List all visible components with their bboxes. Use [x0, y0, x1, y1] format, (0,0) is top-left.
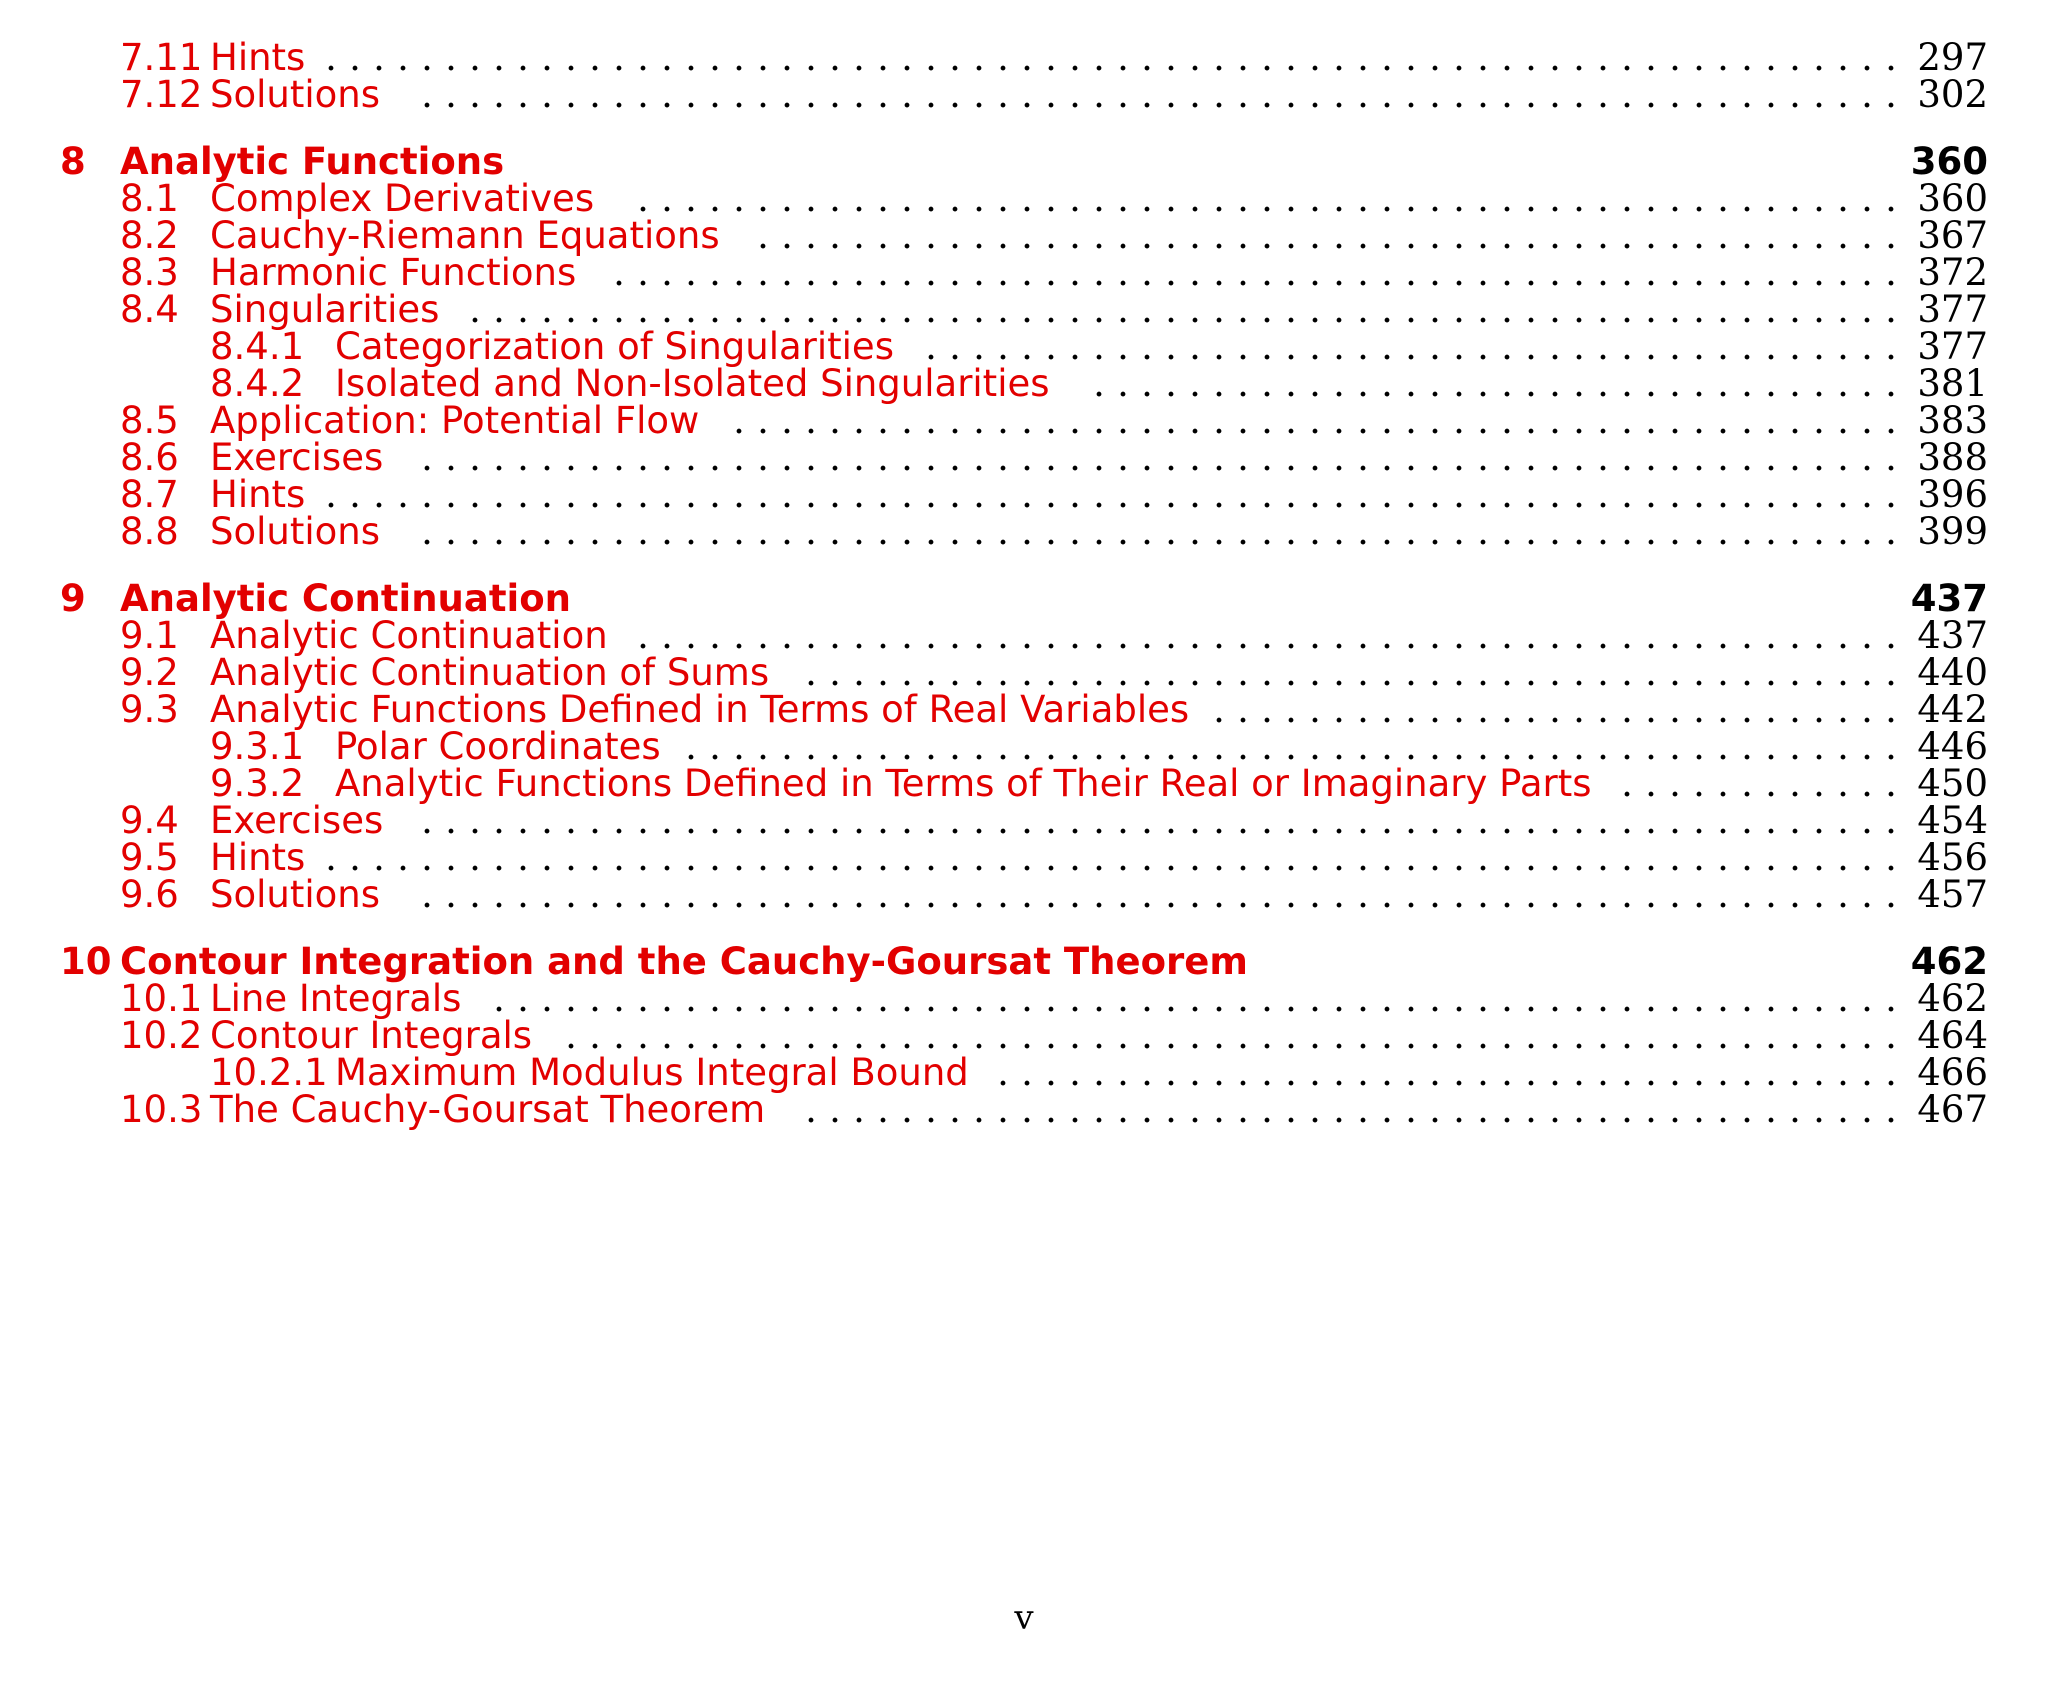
toc-entry-page-number[interactable]: 464: [1917, 1014, 1988, 1057]
toc-entry-title[interactable]: Exercises: [210, 799, 384, 842]
toc-entry-title[interactable]: Line Integrals: [210, 977, 462, 1020]
toc-entry-title[interactable]: Isolated and Non-Isolated Singularities: [335, 362, 1050, 405]
toc-dot-leader: . . . . . . . . . . . . . . . . . . . . . . . . . . . . . . . . . . . . . . . . . . . . . .: [805, 651, 1897, 694]
toc-section-entry[interactable]: [0, 1088, 2048, 1134]
toc-entry-page-number[interactable]: 454: [1917, 799, 1988, 842]
toc-entry-page-number[interactable]: 360: [1917, 177, 1988, 220]
toc-entry-title[interactable]: Application: Potential Flow: [210, 399, 700, 442]
toc-entry-number: 8.6: [120, 436, 179, 479]
toc-entry-page-number[interactable]: 377: [1917, 288, 1988, 331]
toc-entry-page-number[interactable]: 388: [1917, 436, 1988, 479]
toc-dot-leader: . . . . . . . . . . . . . . . . . . . . . . . . . . . . . . . . . . . . . . . . .: [925, 325, 1897, 368]
toc-entry-page-number[interactable]: 360: [1910, 140, 1988, 183]
toc-section-entry[interactable]: [0, 73, 2048, 119]
toc-entry-number: 10.2: [120, 1014, 203, 1057]
toc-entry-page-number[interactable]: 467: [1917, 1088, 1988, 1131]
toc-entry-title[interactable]: Hints: [210, 836, 306, 879]
toc-dot-leader: . . . . . . . . . . . . . . . . . . . . . . . . . . . . . . . . . . . . . . . . . . . . . . . . . . . . .: [637, 177, 1897, 220]
toc-entry-page-number[interactable]: 457: [1917, 873, 1988, 916]
toc-entry-title[interactable]: Polar Coordinates: [335, 725, 661, 768]
toc-section-entry[interactable]: [0, 510, 2048, 556]
toc-dot-leader: . . . . . . . . . . . . . . . . . . . . . . . . . . . . . . . . . .: [1093, 362, 1897, 405]
toc-section-entry[interactable]: [0, 873, 2048, 919]
toc-dot-leader: . . . . . . . . . . . . . . . . . . . . . . . . . . . . . . . . . . . . . . . . . . . . . . . .: [757, 214, 1897, 257]
toc-entry-number: 7.12: [120, 73, 203, 116]
toc-entry-number: 7.11: [120, 36, 203, 79]
toc-entry-title[interactable]: Analytic Continuation: [210, 614, 608, 657]
toc-dot-leader: . . . . . . . . . . . . . . . . . . . . . . . . . . . . . . . . . . . . . . . . . . . . . . . . . . . . . . . . . . . . . . . . . .: [325, 473, 1897, 516]
toc-entry-page-number[interactable]: 396: [1917, 473, 1988, 516]
toc-dot-leader: . . . . . . . . . . . . . . . . . . . . . . . . . . . . . . . . . . . . . . . . . . . . . . . . . . . . . . . . . . . . . . . . . .: [325, 836, 1897, 879]
toc-entry-title[interactable]: Solutions: [210, 510, 381, 553]
toc-entry-number: 9.6: [120, 873, 179, 916]
toc-dot-leader: . . . . . . . . . . . . . . . . . . . . . . . . . . . . . . . . . . . . . . . . . . . . . . . . .: [733, 399, 1897, 442]
toc-entry-page-number[interactable]: 456: [1917, 836, 1988, 879]
toc-entry-number: 8.4: [120, 288, 179, 331]
toc-dot-leader: . . . . . . . . . . . . . . . . . . . . . . . . . . . . . . . . . . . . . .: [997, 1051, 1897, 1094]
toc-dot-leader: . . . . . . . . . . . . . . . . . . . . . . . . . . . . . . . . . . . . . . . . . . . . . . . . . . . . . . . . . . . . . .: [421, 436, 1897, 479]
toc-entry-number: 9.3: [120, 688, 179, 731]
toc-entry-title[interactable]: Complex Derivatives: [210, 177, 595, 220]
toc-entry-page-number[interactable]: 372: [1917, 251, 1988, 294]
toc-entry-title[interactable]: Analytic Continuation of Sums: [210, 651, 770, 694]
toc-entry-page-number[interactable]: 462: [1910, 940, 1988, 983]
toc-dot-leader: . . . . . . . . . . . . . . . . . . . . . . . . . . . . . . . . . . . . . . . . . . . . . .: [805, 1088, 1897, 1131]
toc-entry-page-number[interactable]: 446: [1917, 725, 1988, 768]
toc-dot-leader: . . . . . . . . . . . . . . . . . . . . . . . . . . . . . . . . . . . . . . . . . . . . . . . . . . . . . . . . . . . . . .: [421, 799, 1897, 842]
toc-entry-number: 8.8: [120, 510, 179, 553]
toc-entry-page-number[interactable]: 450: [1917, 762, 1988, 805]
toc-entry-page-number[interactable]: 297: [1917, 36, 1988, 79]
toc-entry-number: 9: [60, 577, 86, 620]
toc-entry-title[interactable]: Hints: [210, 473, 306, 516]
toc-entry-title[interactable]: Maximum Modulus Integral Bound: [335, 1051, 969, 1094]
toc-entry-number: 9.5: [120, 836, 179, 879]
toc-entry-number: 8.1: [120, 177, 179, 220]
toc-entry-title[interactable]: Cauchy-Riemann Equations: [210, 214, 720, 257]
toc-entry-number: 8.4.1: [210, 325, 305, 368]
toc-entry-number: 9.3.1: [210, 725, 305, 768]
toc-entry-title[interactable]: Solutions: [210, 873, 381, 916]
toc-entry-number: 8.7: [120, 473, 179, 516]
toc-dot-leader: . . . . . . . . . . . . . . . . . . . . . . . . . . . . . . . . . . . . . . . . . . . . . . . . . . .: [685, 725, 1897, 768]
toc-entry-number: 10.2.1: [210, 1051, 328, 1094]
toc-entry-title[interactable]: Analytic Functions Defined in Terms of Real Variables: [210, 688, 1190, 731]
toc-entry-number: 8.2: [120, 214, 179, 257]
toc-dot-leader: . . . . . . . . . . . . . . . . . . . . . . . . . . . . . . . . . . . . . . . . . . . . . . . . . . . . . . . . . . . .: [469, 288, 1897, 331]
toc-entry-number: 10.1: [120, 977, 203, 1020]
toc-entry-title[interactable]: Singularities: [210, 288, 440, 331]
toc-entry-title[interactable]: Contour Integrals: [210, 1014, 533, 1057]
toc-entry-title[interactable]: Analytic Functions: [120, 140, 505, 183]
toc-entry-title[interactable]: Categorization of Singularities: [335, 325, 894, 368]
toc-entry-number: 8: [60, 140, 86, 183]
toc-entry-number: 8.4.2: [210, 362, 305, 405]
toc-entry-number: 9.4: [120, 799, 179, 842]
toc-dot-leader: . . . . . . . . . . . . . . . . . . . . . . . . . . . . . . . . . . . . . . . . . . . . . . . . . . . . . . . . . . . . . .: [421, 73, 1897, 116]
toc-dot-leader: . . . . . . . . . . . . . . . . . . . . . . . . . . . . . . . . . . . . . . . . . . . . . . . . . . . . . . . . . . . . . . . . . .: [325, 36, 1897, 79]
toc-entry-page-number[interactable]: 377: [1917, 325, 1988, 368]
toc-entry-title[interactable]: The Cauchy-Goursat Theorem: [210, 1088, 766, 1131]
toc-entry-title[interactable]: Solutions: [210, 73, 381, 116]
toc-entry-number: 9.1: [120, 614, 179, 657]
toc-entry-page-number[interactable]: 437: [1917, 614, 1988, 657]
toc-entry-number: 10.3: [120, 1088, 203, 1131]
toc-dot-leader: . . . . . . . . . . . . . . . . . . . . . . . . . . . . . . . . . . . . . . . . . . . . . . . . . . . . . . . .: [565, 1014, 1897, 1057]
toc-dot-leader: . . . . . . . . . . . .: [1621, 762, 1897, 805]
toc-entry-page-number[interactable]: 442: [1917, 688, 1988, 731]
toc-entry-title[interactable]: Hints: [210, 36, 306, 79]
toc-entry-page-number[interactable]: 437: [1910, 577, 1988, 620]
toc-entry-title[interactable]: Analytic Functions Defined in Terms of Their Real or Imaginary Parts: [335, 762, 1592, 805]
toc-entry-number: 8.3: [120, 251, 179, 294]
toc-dot-leader: . . . . . . . . . . . . . . . . . . . . . . . . . . . . . . . . . . . . . . . . . . . . . . . . . . . . . .: [613, 251, 1897, 294]
toc-dot-leader: . . . . . . . . . . . . . . . . . . . . . . . . . . . . . . . . . . . . . . . . . . . . . . . . . . . . . . . . . . . . . .: [421, 510, 1897, 553]
toc-entry-page-number[interactable]: 302: [1917, 73, 1988, 116]
toc-dot-leader: . . . . . . . . . . . . . . . . . . . . . . . . . . . . . . . . . . . . . . . . . . . . . . . . . . . . . . . . . . .: [493, 977, 1897, 1020]
page-folio: v: [1014, 1598, 1034, 1638]
toc-dot-leader: . . . . . . . . . . . . . . . . . . . . . . . . . . . . .: [1213, 688, 1897, 731]
toc-dot-leader: . . . . . . . . . . . . . . . . . . . . . . . . . . . . . . . . . . . . . . . . . . . . . . . . . . . . . . . . . . . . . .: [421, 873, 1897, 916]
toc-entry-page-number[interactable]: 399: [1917, 510, 1988, 553]
toc-entry-title[interactable]: Exercises: [210, 436, 384, 479]
toc-entry-page-number[interactable]: 367: [1917, 214, 1988, 257]
toc-dot-leader: . . . . . . . . . . . . . . . . . . . . . . . . . . . . . . . . . . . . . . . . . . . . . . . . . . . . .: [637, 614, 1897, 657]
toc-entry-page-number[interactable]: 381: [1917, 362, 1988, 405]
toc-entry-page-number[interactable]: 466: [1917, 1051, 1988, 1094]
toc-entry-title[interactable]: Analytic Continuation: [120, 577, 571, 620]
toc-entry-number: 9.2: [120, 651, 179, 694]
toc-entry-number: 10: [60, 940, 112, 983]
toc-entry-title[interactable]: Harmonic Functions: [210, 251, 577, 294]
toc-entry-title[interactable]: Contour Integration and the Cauchy-Goursat Theorem: [120, 940, 1248, 983]
toc-entry-number: 9.3.2: [210, 762, 305, 805]
toc-entry-page-number[interactable]: 440: [1917, 651, 1988, 694]
toc-entry-number: 8.5: [120, 399, 179, 442]
toc-entry-page-number[interactable]: 383: [1917, 399, 1988, 442]
toc-entry-page-number[interactable]: 462: [1917, 977, 1988, 1020]
